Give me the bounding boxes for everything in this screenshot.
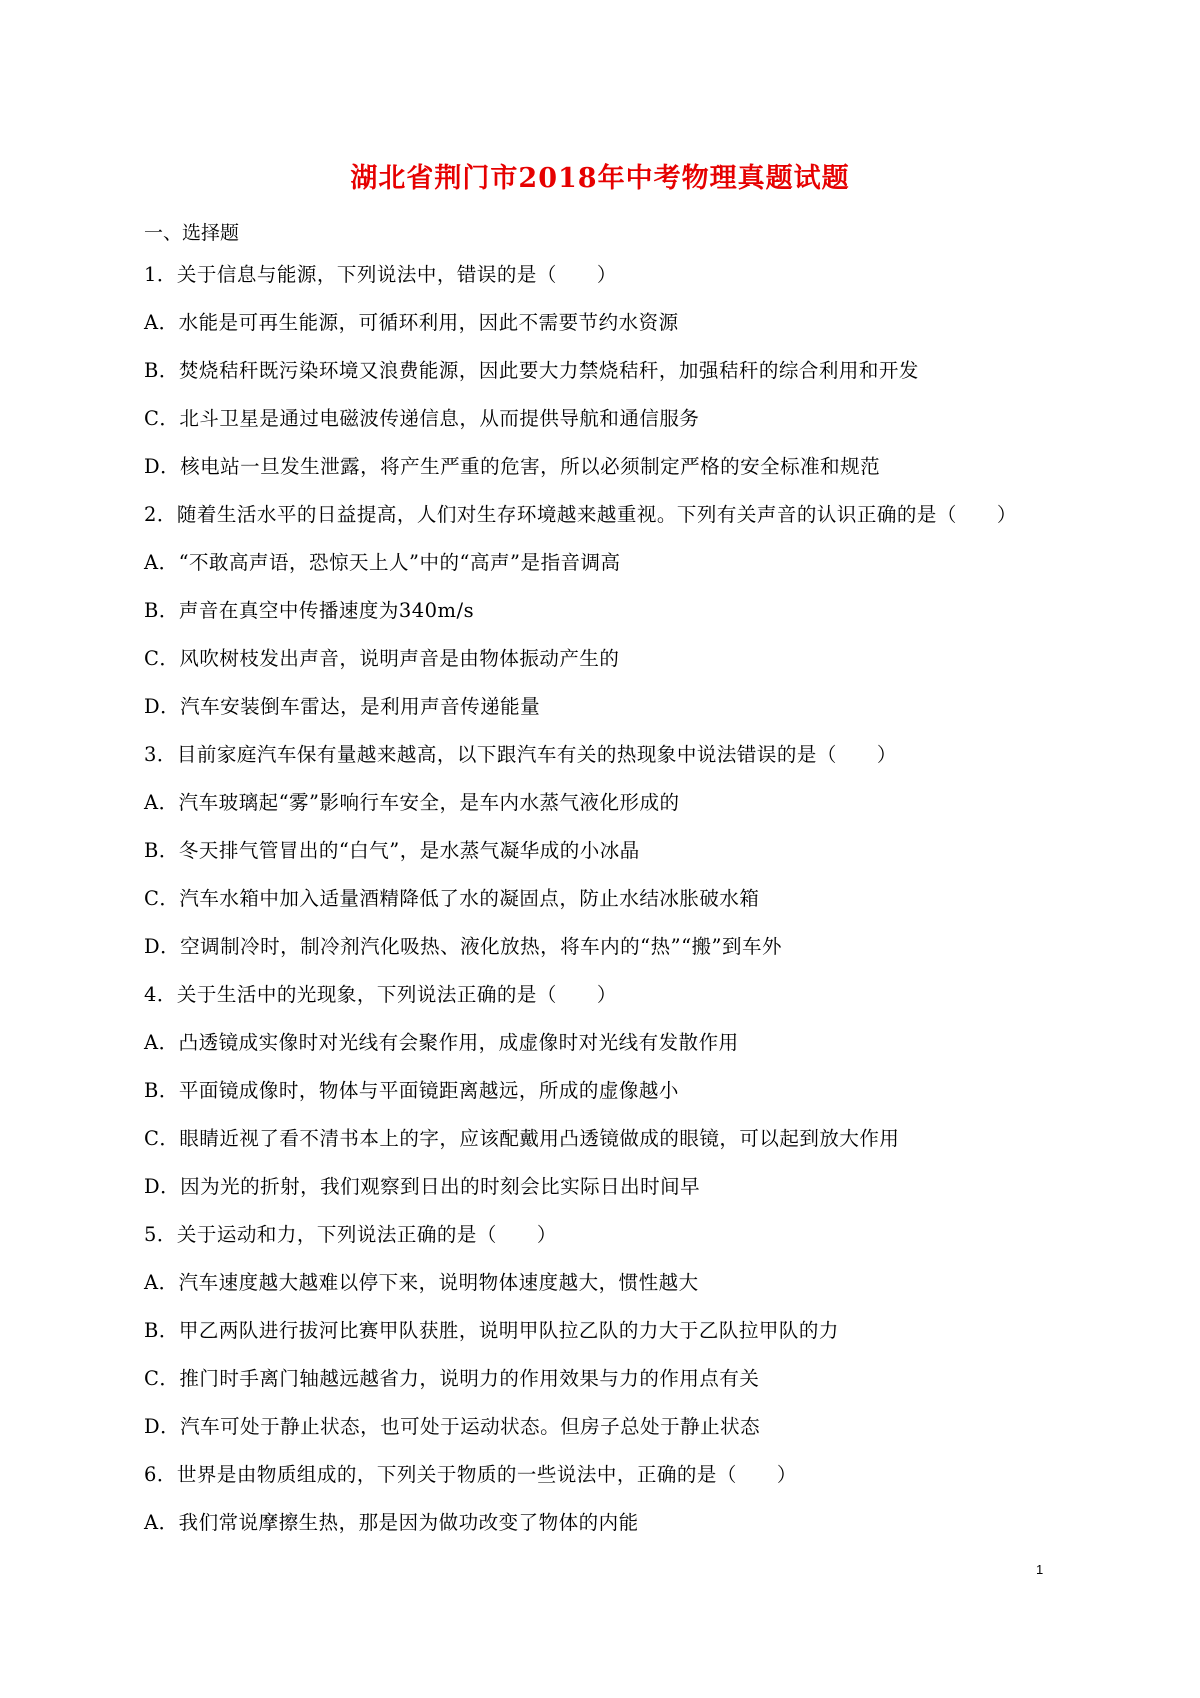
question-6-stem: 6．世界是由物质组成的，下列关于物质的一些说法中，正确的是（ ） xyxy=(144,1463,797,1486)
question-4-option-c: C．眼睛近视了看不清书本上的字，应该配戴用凸透镜做成的眼镜，可以起到放大作用 xyxy=(144,1127,900,1150)
question-4-option-d: D．因为光的折射，我们观察到日出的时刻会比实际日出时间早 xyxy=(144,1175,701,1198)
question-4-stem: 4．关于生活中的光现象，下列说法正确的是（ ） xyxy=(144,983,617,1006)
question-3-option-d: D．空调制冷时，制冷剂汽化吸热、液化放热，将车内的“热”“搬”到车外 xyxy=(144,935,783,958)
question-5-option-b: B．甲乙两队进行拔河比赛甲队获胜，说明甲队拉乙队的力大于乙队拉甲队的力 xyxy=(144,1319,839,1342)
question-1-stem: 1．关于信息与能源，下列说法中，错误的是（ ） xyxy=(144,263,617,286)
question-list xyxy=(144,260,1084,1556)
question-2-option-d: D．汽车安装倒车雷达，是利用声音传递能量 xyxy=(144,695,541,718)
question-1-option-b: B．焚烧秸秆既污染环境又浪费能源，因此要大力禁烧秸秆，加强秸秆的综合利用和开发 xyxy=(144,359,919,382)
question-4-option-a: A．凸透镜成实像时对光线有会聚作用，成虚像时对光线有发散作用 xyxy=(144,1031,739,1054)
question-3-option-c: C．汽车水箱中加入适量酒精降低了水的凝固点，防止水结冰胀破水箱 xyxy=(144,887,760,910)
question-5-option-a: A．汽车速度越大越难以停下来，说明物体速度越大，惯性越大 xyxy=(144,1271,699,1294)
question-2-option-c: C．风吹树枝发出声音，说明声音是由物体振动产生的 xyxy=(144,647,620,670)
question-2-option-b: B．声音在真空中传播速度为340m/s xyxy=(144,599,475,622)
page-number: 1 xyxy=(1036,1562,1044,1577)
question-2-option-a: A．“不敢高声语，恐惊天上人”中的“高声”是指音调高 xyxy=(144,551,621,574)
question-5-option-d: D．汽车可处于静止状态，也可处于运动状态。但房子总处于静止状态 xyxy=(144,1415,761,1438)
section-heading: 一、选择题 xyxy=(144,222,240,244)
question-1-option-c: C．北斗卫星是通过电磁波传递信息，从而提供导航和通信服务 xyxy=(144,407,700,430)
question-2-stem: 2．随着生活水平的日益提高，人们对生存环境越来越重视。下列有关声音的认识正确的是（ ） xyxy=(144,503,1017,526)
question-5-stem: 5．关于运动和力，下列说法正确的是（ ） xyxy=(144,1223,557,1246)
document-title: 湖北省荆门市2018年中考物理真题试题 xyxy=(350,163,850,194)
question-3-stem: 3．目前家庭汽车保有量越来越高，以下跟汽车有关的热现象中说法错误的是（ ） xyxy=(144,743,897,766)
question-1-option-a: A．水能是可再生能源，可循环利用，因此不需要节约水资源 xyxy=(144,311,679,334)
question-3-option-a: A．汽车玻璃起“雾”影响行车安全，是车内水蒸气液化形成的 xyxy=(144,791,680,814)
question-4-option-b: B．平面镜成像时，物体与平面镜距离越远，所成的虚像越小 xyxy=(144,1079,679,1102)
question-3-option-b: B．冬天排气管冒出的“白气”，是水蒸气凝华成的小冰晶 xyxy=(144,839,640,862)
question-1-option-d: D．核电站一旦发生泄露，将产生严重的危害，所以必须制定严格的安全标准和规范 xyxy=(144,455,881,478)
question-6-option-a: A．我们常说摩擦生热，那是因为做功改变了物体的内能 xyxy=(144,1511,639,1534)
question-5-option-c: C．推门时手离门轴越远越省力，说明力的作用效果与力的作用点有关 xyxy=(144,1367,760,1390)
